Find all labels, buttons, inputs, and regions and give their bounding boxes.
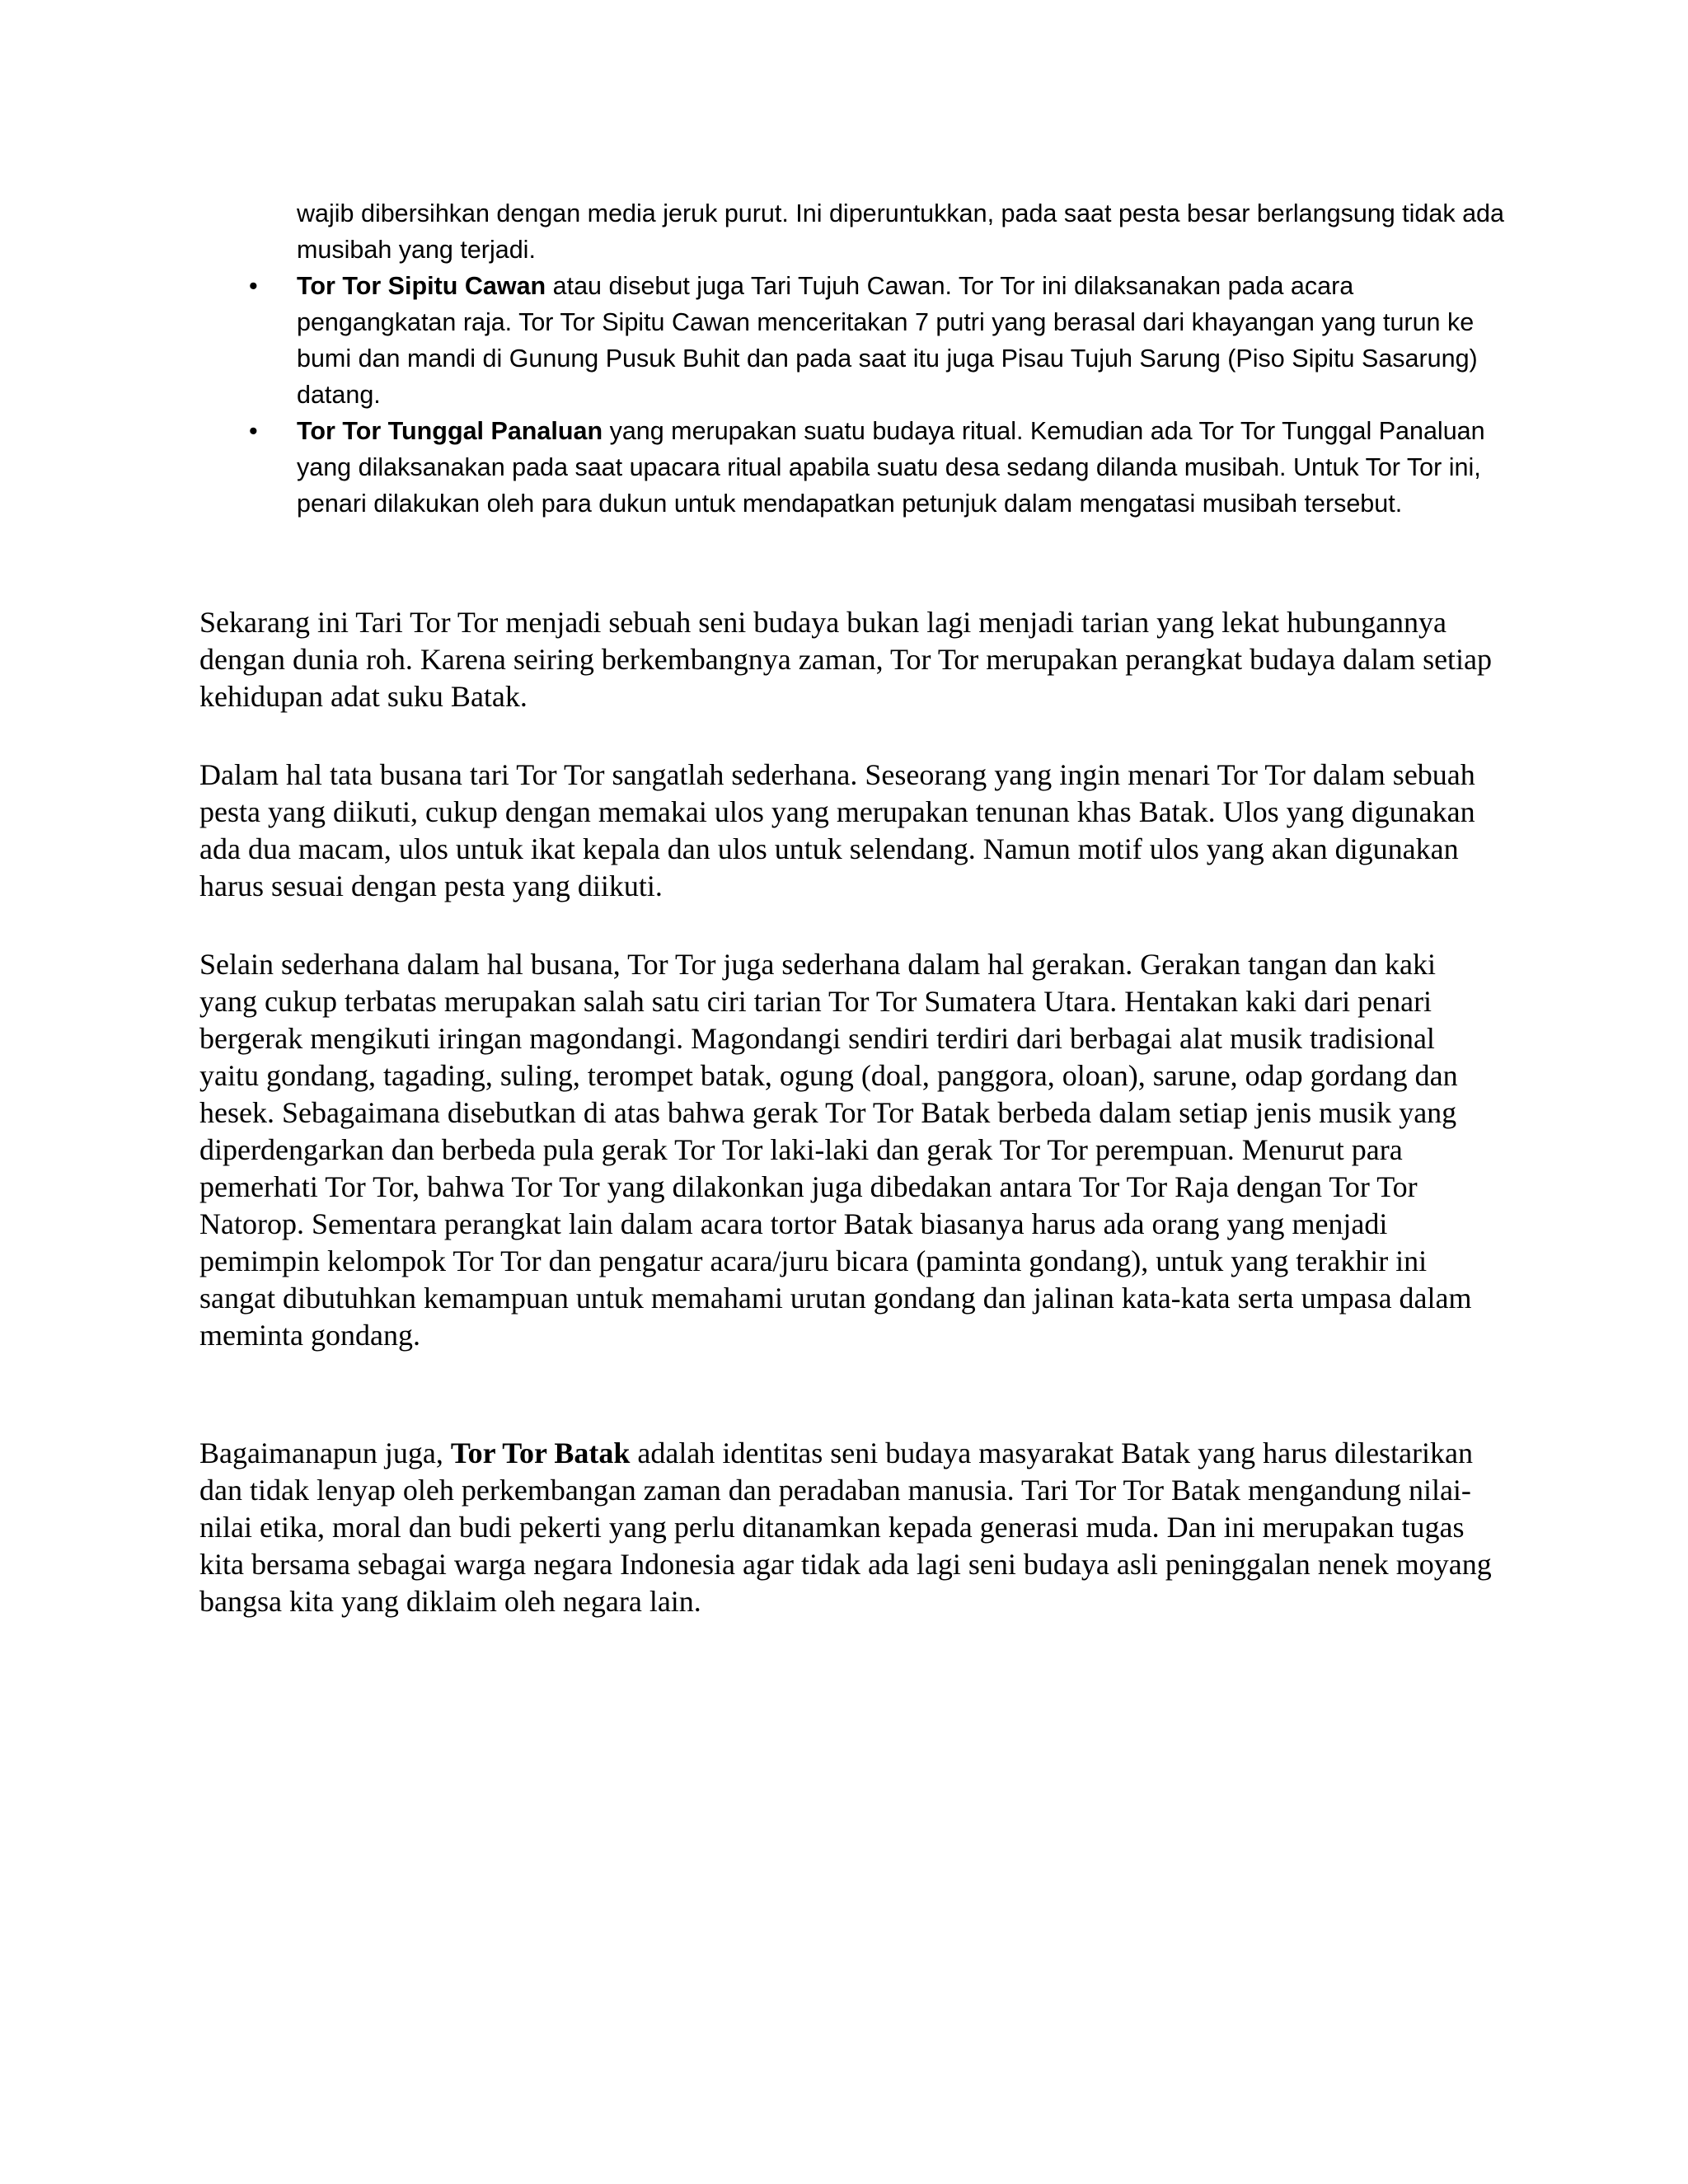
bullet-marker: • [249, 417, 258, 445]
paragraph-movements: Selain sederhana dalam hal busana, Tor Tor juga sederhana dalam hal gerakan. Gerakan tangan dan kaki yang cukup terbatas merupakan salah satu ciri tarian Tor Tor Sumatera Utara. Hentakan kaki dari penari bergerak mengikuti iringan magondangi. Magondangi sendiri terdiri dari berbagai alat musik tradisional yaitu gondang, tagading, suling, terompet batak, ogung (doal, panggora, oloan), sarune, odap gordang dan hesek. Sebagaimana disebutkan di atas bahwa gerak Tor Tor Batak berbeda dalam setiap jenis musik yang diperdengarkan dan berbeda pula gerak Tor Tor laki-laki dan gerak Tor Tor perempuan. Menurut para pemerhati Tor Tor, bahwa Tor Tor yang dilakonkan juga dibedakan antara Tor Tor Raja dengan Tor Tor Natorop. Sementara perangkat lain dalam acara tortor Batak biasanya harus ada orang yang menjadi pemimpin kelompok Tor Tor dan pengatur acara/juru bicara (paminta gondang), untuk yang terakhir ini sangat dibutuhkan kemampuan untuk memahami urutan gondang dan jalinan kata-kata serta umpasa dalam meminta gondang. [199, 948, 1472, 1352]
paragraph-conclusion [199, 1435, 1493, 1620]
bullet-continuation-text: wajib dibersihkan dengan media jeruk purut. Ini diperuntukkan, pada saat pesta besar berlangsung tidak ada musibah yang terjadi. [297, 199, 1504, 264]
list-item [239, 268, 1508, 413]
bullet-marker: • [249, 272, 258, 300]
list-item [239, 413, 1508, 522]
conclusion-term: Tor Tor Batak [450, 1436, 631, 1469]
list-item-description: yang merupakan suatu budaya ritual. Kemudian ada Tor Tor Tunggal Panaluan yang dilaksanakan pada saat upacara ritual apabila suatu desa sedang dilanda musibah. Untuk Tor Tor ini, penari dilakukan oleh para dukun untuk mendapatkan petunjuk dalam mengatasi musibah tersebut. [297, 417, 1485, 518]
paragraph-tortor-today: Sekarang ini Tari Tor Tor menjadi sebuah seni budaya bukan lagi menjadi tarian yang lekat hubungannya dengan dunia roh. Karena seiring berkembangnya zaman, Tor Tor merupakan perangkat budaya dalam setiap kehidupan adat suku Batak. [199, 606, 1493, 713]
conclusion-body: adalah identitas seni budaya masyarakat Batak yang harus dilestarikan dan tidak lenyap oleh perkembangan zaman dan peradaban manusia. Tari Tor Tor Batak mengandung nilai-nilai etika, moral dan budi pekerti yang perlu ditanamkan kepada generasi muda. Dan ini merupakan tugas kita bersama sebagai warga negara Indonesia agar tidak ada lagi seni budaya asli peninggalan nenek moyang bangsa kita yang diklaim oleh negara lain. [199, 1436, 1492, 1618]
dance-types-list [239, 268, 1508, 522]
list-item-term: Tor Tor Tunggal Panaluan [297, 417, 603, 445]
list-item-term: Tor Tor Sipitu Cawan [297, 272, 546, 300]
conclusion-intro: Bagaimanapun juga, [199, 1436, 451, 1469]
paragraph-costume: Dalam hal tata busana tari Tor Tor sangatlah sederhana. Seseorang yang ingin menari Tor Tor dalam sebuah pesta yang diikuti, cukup dengan memakai ulos yang merupakan tenunan khas Batak. Ulos yang digunakan ada dua macam, ulos untuk ikat kepala dan ulos untuk selendang. Namun motif ulos yang akan digunakan harus sesuai dengan pesta yang diikuti. [199, 758, 1475, 902]
list-item-description: atau disebut juga Tari Tujuh Cawan. Tor Tor ini dilaksanakan pada acara pengangkatan raja. Tor Tor Sipitu Cawan menceritakan 7 putri yang berasal dari khayangan yang turun ke bumi dan mandi di Gunung Pusuk Buhit dan pada saat itu juga Pisau Tujuh Sarung (Piso Sipitu Sasarung) datang. [297, 272, 1478, 409]
